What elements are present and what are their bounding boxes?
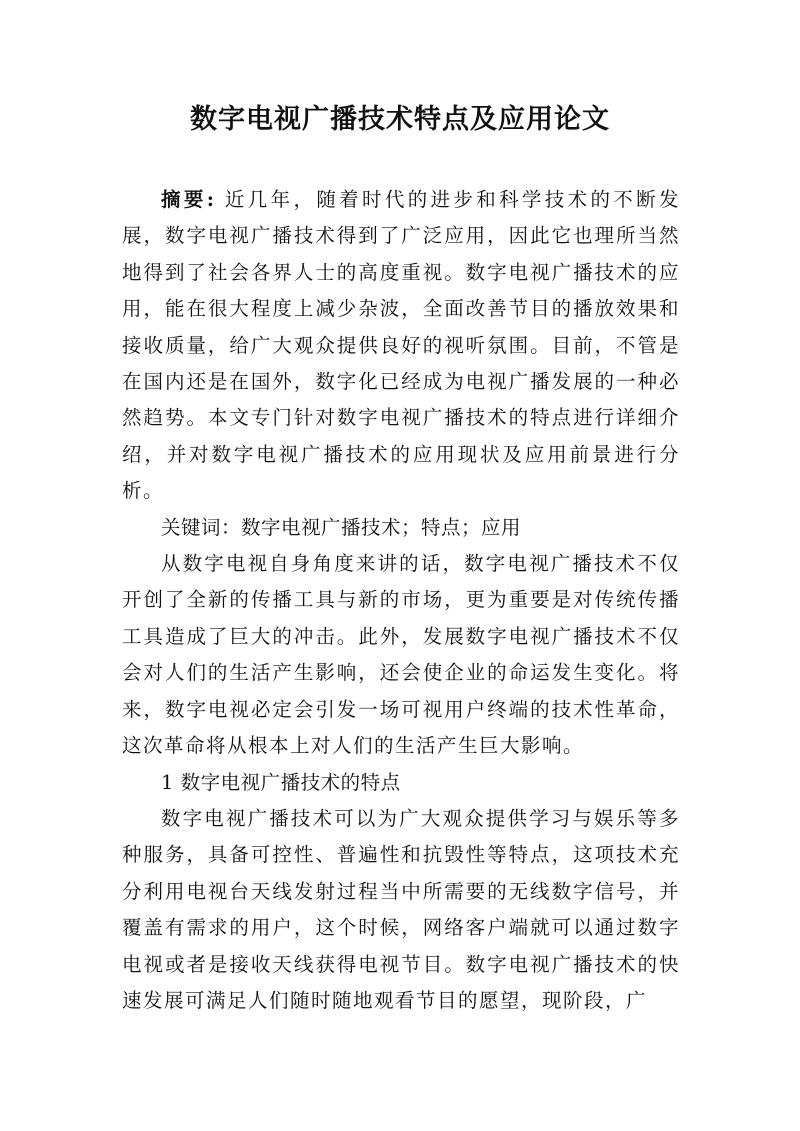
keywords-paragraph: 关键词：数字电视广播技术；特点；应用 [161, 515, 522, 539]
document-title: 数字电视广播技术特点及应用论文 [190, 104, 610, 135]
abstract-text: 近几年，随着时代的进步和科学技术的不断发展，数字电视广播技术得到了广泛应用，因此它也理所当然地得到了社会各界人士的高度重视。数字电视广播技术的应用，能在很大程度上减少杂波，全面改善节目的播放效果和接收质量，给广大观众提供良好的视听氛围。目前，不管是在国内还是在国外，数字化已经成为电视广播发展的一种必然趋势。本文专门针对数字电视广播技术的特点进行详细介绍，并对数字电视广播技术的应用现状及应用前景进行分析。 [122, 188, 680, 503]
abstract-paragraph [122, 182, 680, 510]
document-body [122, 182, 680, 1019]
section-paragraph: 数字电视广播技术可以为广大观众提供学习与娱乐等多种服务，具备可控性、普遍性和抗毁性等特点，这项技术充分利用电视台天线发射过程当中所需要的无线数字信号，并覆盖有需求的用户，这个时候，网络客户端就可以通过数字电视或者是接收天线获得电视节目。数字电视广播技术的快速发展可满足人们随时随地观看节目的愿望，现阶段，广 [122, 806, 680, 1012]
intro-paragraph: 从数字电视自身角度来讲的话，数字电视广播技术不仅开创了全新的传播工具与新的市场，更为重要是对传统传播工具造成了巨大的冲击。此外，发展数字电视广播技术不仅会对人们的生活产生影响，还会使企业的命运发生变化。将来，数字电视必定会引发一场可视用户终端的技术性革命，这次革命将从根本上对人们的生活产生巨大影响。 [122, 552, 680, 758]
abstract-label: 摘要: [161, 188, 216, 211]
section-heading: 1 数字电视广播技术的特点 [161, 770, 401, 794]
